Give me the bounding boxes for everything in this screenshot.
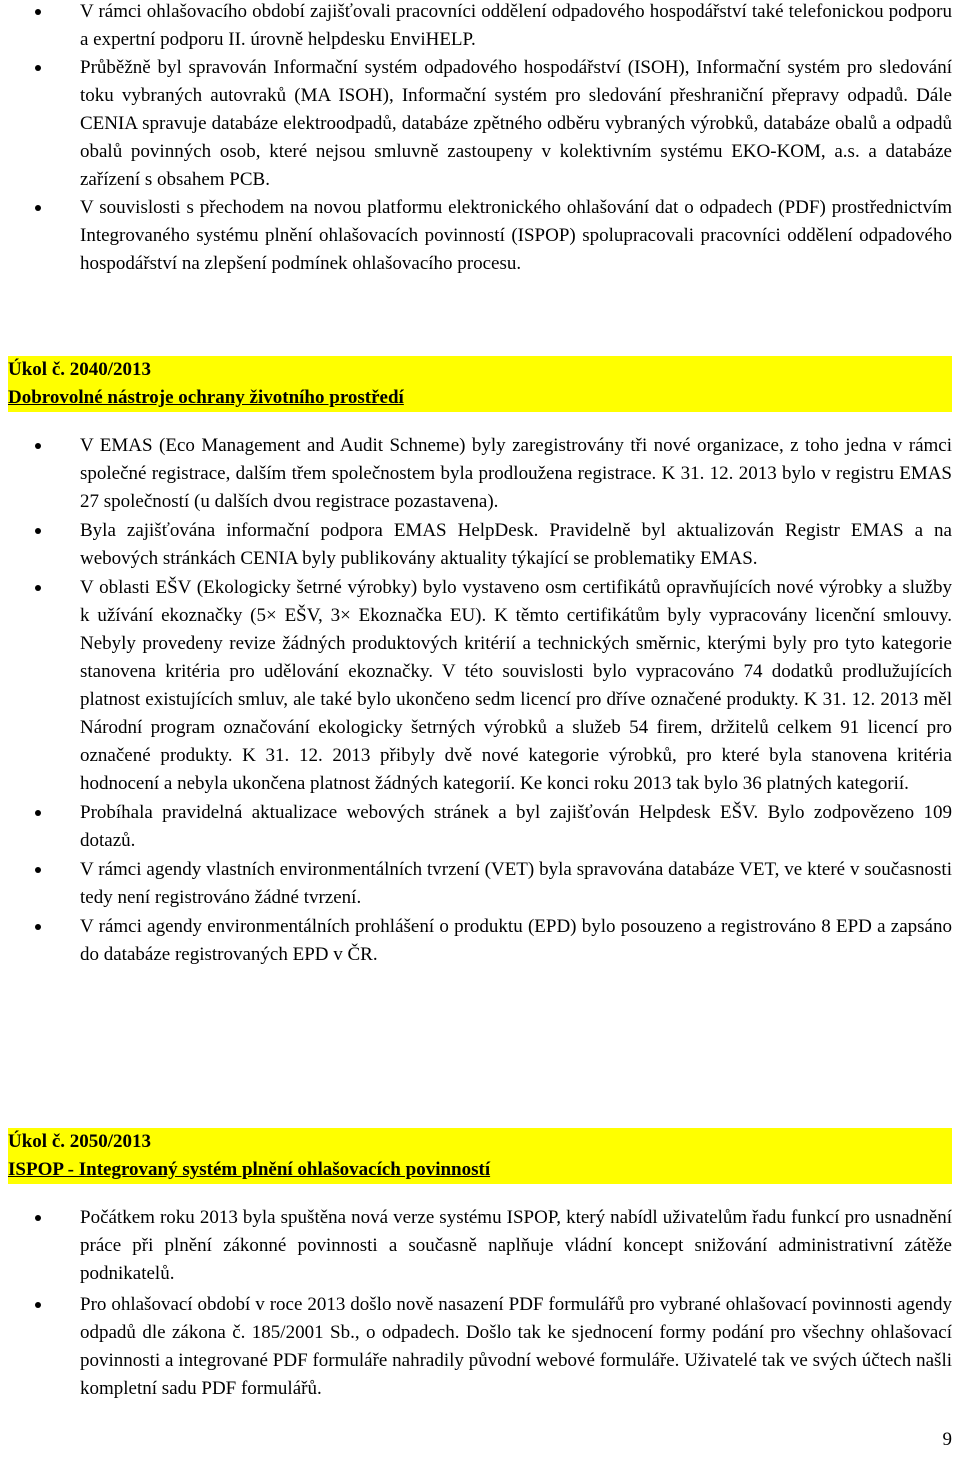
list-item [0, 194, 960, 278]
list-item-text: V rámci ohlašovacího období zajišťovali pracovníci oddělení odpadového hospodářství také telefonickou podporu a expertní podporu II. úrovně helpdesku EnviHELP. [80, 1, 952, 50]
bullet-icon [35, 65, 41, 71]
list-item [0, 574, 960, 798]
bullet-icon [35, 924, 41, 930]
list-item-text: Počátkem roku 2013 byla spuštěna nová verze systému ISPOP, který nabídl uživatelům řadu funkcí pro usnadnění práce při plnění zákonné povinnosti a současně naplňuje vládní koncept snižování administrativní zátěže podnikatelů. [80, 1207, 952, 1284]
list-item-text: Průběžně byl spravován Informační systém odpadového hospodářství (ISOH), Informační systém pro sledování toku vybraných autovraků (MA ISOH), Informační systém pro sledování přeshraniční přepravy odpadů. Dále CENIA spravuje databáze elektroodpadů, databáze zpětného odběru vybraných výrobků, databáze obalů a odpadů obalů povinných osob, které nejsou smluvně zastoupeny v kolektivním systému EKO-KOM, a.s. a databáze zařízení s obsahem PCB. [80, 57, 952, 190]
bullet-icon [35, 1215, 41, 1221]
bullet-icon [35, 585, 41, 591]
bullet-icon [35, 9, 41, 15]
list-item [0, 856, 960, 912]
list-item [0, 799, 960, 855]
task-title: ISPOP - Integrovaný systém plnění ohlašovacích povinností [8, 1159, 491, 1180]
list-item [0, 432, 960, 516]
task-heading-2050 [8, 1128, 952, 1184]
task-number: Úkol č. 2050/2013 [8, 1131, 152, 1152]
list-item [0, 1291, 960, 1403]
task-number: Úkol č. 2040/2013 [8, 359, 152, 380]
list-item [0, 517, 960, 573]
list-item-text: V rámci agendy environmentálních prohlášení o produktu (EPD) bylo posouzeno a registrováno 8 EPD a zapsáno do databáze registrovaných EPD v ČR. [80, 916, 952, 965]
list-item-text: V EMAS (Eco Management and Audit Schneme) byly zaregistrovány tři nové organizace, z toho jedna v rámci společné registrace, dalším třem společnostem byla prodloužena registrace. K 31. 12. 2013 bylo v registru EMAS 27 společností (u dalších dvou registrace pozastavena). [80, 435, 952, 512]
bullet-list-2040 [0, 432, 960, 970]
bullet-list-2050 [0, 1204, 960, 1406]
list-item [0, 54, 960, 194]
list-item [0, 913, 960, 969]
bullet-icon [35, 810, 41, 816]
bullet-icon [35, 205, 41, 211]
bullet-icon [35, 867, 41, 873]
bullet-list-top [0, 0, 960, 278]
list-item-text: Byla zajišťována informační podpora EMAS HelpDesk. Pravidelně byl aktualizován Registr EMAS a na webových stránkách CENIA byly publikovány aktuality týkající se problematiky EMAS. [80, 520, 952, 569]
page-number: 9 [942, 1429, 952, 1450]
task-title: Dobrovolné nástroje ochrany životního prostředí [8, 387, 404, 408]
task-heading-2040 [8, 356, 952, 412]
list-item-text: V oblasti EŠV (Ekologicky šetrné výrobky) bylo vystaveno osm certifikátů opravňujících nové výrobky a služby k užívání ekoznačky (5× EŠV, 3× Ekoznačka EU). K těmto certifikátům byly vypracovány licenční smlouvy. Nebyly provedeny revize žádných produktových kritérií a technických směrnic, kterými byly pro tyto kategorie stanovena kritéria pro udělování ekoznačky. V této souvislosti bylo vypracováno 74 dodatků prodlužujících platnost existujících smluv, ale také bylo ukončeno sedm licencí pro dříve označené produkty. K 31. 12. 2013 měl Národní program označování ekologicky šetrných výrobků a služeb 54 firem, držitelů celkem 91 licencí pro označené produkty. K 31. 12. 2013 přibyly dvě nové kategorie výrobků, pro které byla stanovena kritéria hodnocení a nebyla ukončena platnost žádných kategorií. Ke konci roku 2013 tak bylo 36 platných kategorií. [80, 577, 952, 794]
list-item-text: Pro ohlašovací období v roce 2013 došlo nově nasazení PDF formulářů pro vybrané ohlašovací povinnosti agendy odpadů dle zákona č. 185/2001 Sb., o odpadech. Došlo tak ke sjednocení formy podání pro všechny ohlašovací povinnosti a integrované PDF formuláře nahradily původní webové formuláře. Uživatelé tak ve svých účtech našli kompletní sadu PDF formulářů. [80, 1294, 952, 1399]
list-item-text: V souvislosti s přechodem na novou platformu elektronického ohlašování dat o odpadech (PDF) prostřednictvím Integrovaného systému plnění ohlašovacích povinností (ISPOP) spolupracovali pracovníci oddělení odpadového hospodářství na zlepšení podmínek ohlašovacího procesu. [80, 197, 952, 274]
list-item-text: Probíhala pravidelná aktualizace webových stránek a byl zajišťován Helpdesk EŠV. Bylo zodpovězeno 109 dotazů. [80, 802, 952, 851]
bullet-icon [35, 443, 41, 449]
list-item [0, 0, 960, 54]
bullet-icon [35, 1302, 41, 1308]
bullet-icon [35, 528, 41, 534]
list-item-text: V rámci agendy vlastních environmentálních tvrzení (VET) byla spravována databáze VET, ve které v současnosti tedy není registrováno žádné tvrzení. [80, 859, 952, 908]
list-item [0, 1204, 960, 1288]
